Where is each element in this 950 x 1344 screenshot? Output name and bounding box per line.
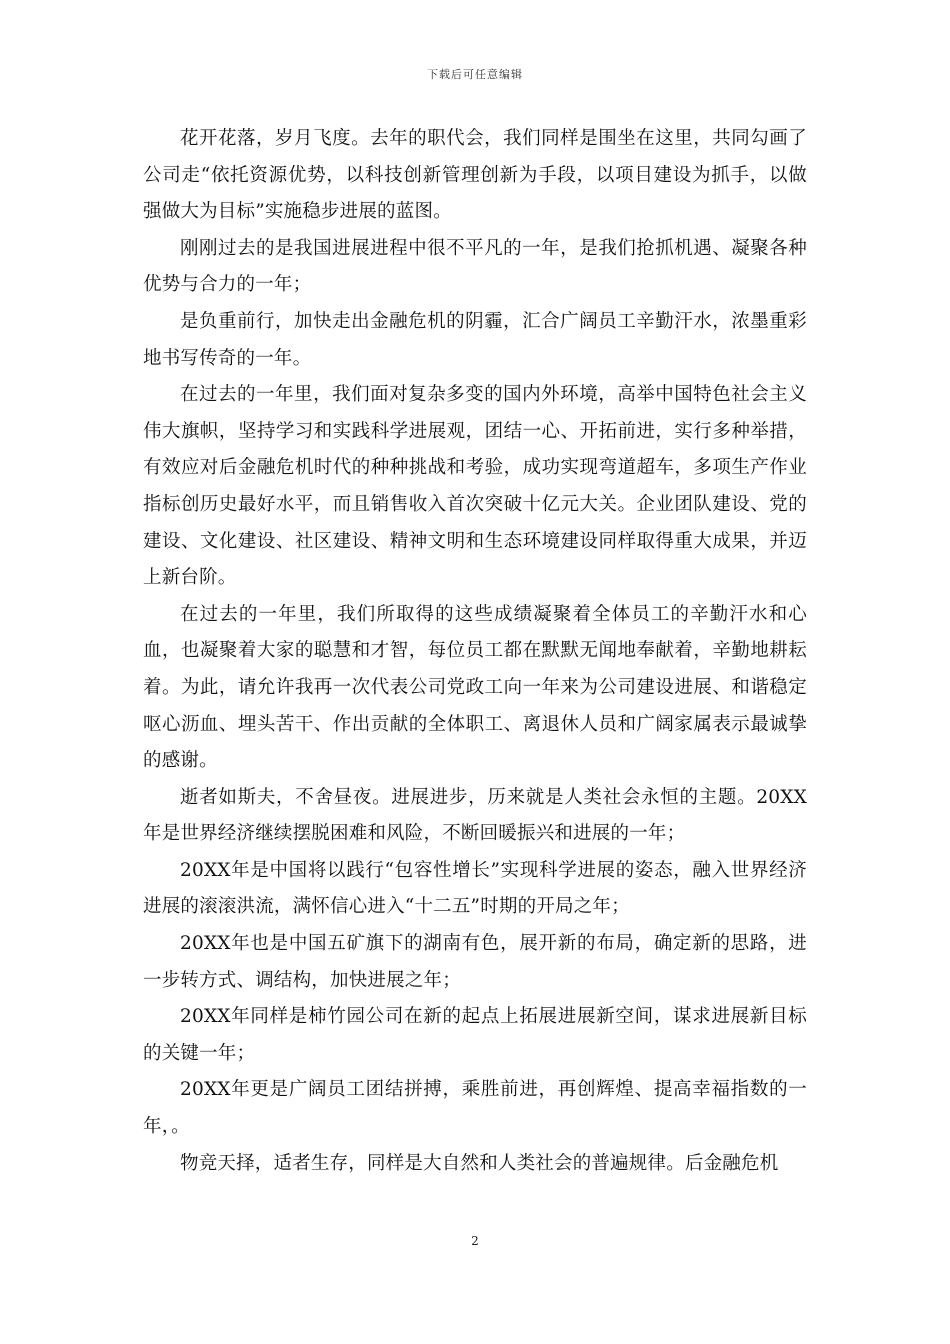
page-header-note: 下载后可任意编辑	[427, 68, 523, 81]
paragraph: 是负重前行，加快走出金融危机的阴霾，汇合广阔员工辛勤汗水，浓墨重彩地书写传奇的一年。	[143, 310, 807, 369]
paragraph: 20XX年是中国将以践行“包容性增长”实现科学进展的姿态，融入世界经济进展的滚滚洪流，满怀信心进入“十二五”时期的开局之年；	[143, 859, 807, 918]
paragraph: 物竞天择，适者生存，同样是大自然和人类社会的普遍规律。后金融危机	[180, 1152, 779, 1174]
paragraph: 花开花落，岁月飞度。去年的职代会，我们同样是围坐在这里，共同勾画了公司走“依托资源优势，以科技创新管理创新为手段，以项目建设为抓手，以做强做大为目标”实施稳步进展的蓝图。	[143, 128, 807, 223]
paragraph: 20XX年同样是柿竹园公司在新的起点上拓展进展新空间，谋求进展新目标的关键一年；	[143, 1006, 807, 1064]
paragraph: 逝者如斯夫，不舍昼夜。进展进步，历来就是人类社会永恒的主题。20XX年是世界经济继续摆脱困难和风险，不断回暖振兴和进展的一年；	[143, 786, 807, 845]
paragraph: 刚刚过去的是我国进展进程中很不平凡的一年，是我们抢抓机遇、凝聚各种优势与合力的一年；	[143, 237, 807, 296]
paragraph: 在过去的一年里，我们面对复杂多变的国内外环境，高举中国特色社会主义伟大旗帜，坚持学习和实践科学进展观，团结一心、开拓前进，实行多种举措，有效应对后金融危机时代的种种挑战和考验，成功实现弯道超车，多项生产作业指标创历史最好水平，而且销售收入首次突破十亿元大关。企业团队建设、党的建设、文化建设、社区建设、精神文明和生态环境建设同样取得重大成果，并迈上新台阶。	[143, 384, 807, 589]
page-number: 2	[471, 1234, 479, 1248]
paragraph: 在过去的一年里，我们所取得的这些成绩凝聚着全体员工的辛勤汗水和心血，也凝聚着大家的聪慧和才智，每位员工都在默默无闻地奉献着，辛勤地耕耘着。为此，请允许我再一次代表公司党政工向一年来为公司建设进展、和谐稳定呕心沥血、埋头苦干、作出贡献的全体职工、离退休人员和广阔家属表示最诚挚的感谢。	[143, 603, 807, 772]
document-body	[143, 121, 807, 1182]
paragraph: 20XX年更是广阔员工团结拼搏，乘胜前进，再创辉煌、提高幸福指数的一年，。	[143, 1079, 807, 1138]
paragraph: 20XX年也是中国五矿旗下的湖南有色，展开新的布局，确定新的思路，进一步转方式、调结构，加快进展之年；	[143, 933, 807, 991]
